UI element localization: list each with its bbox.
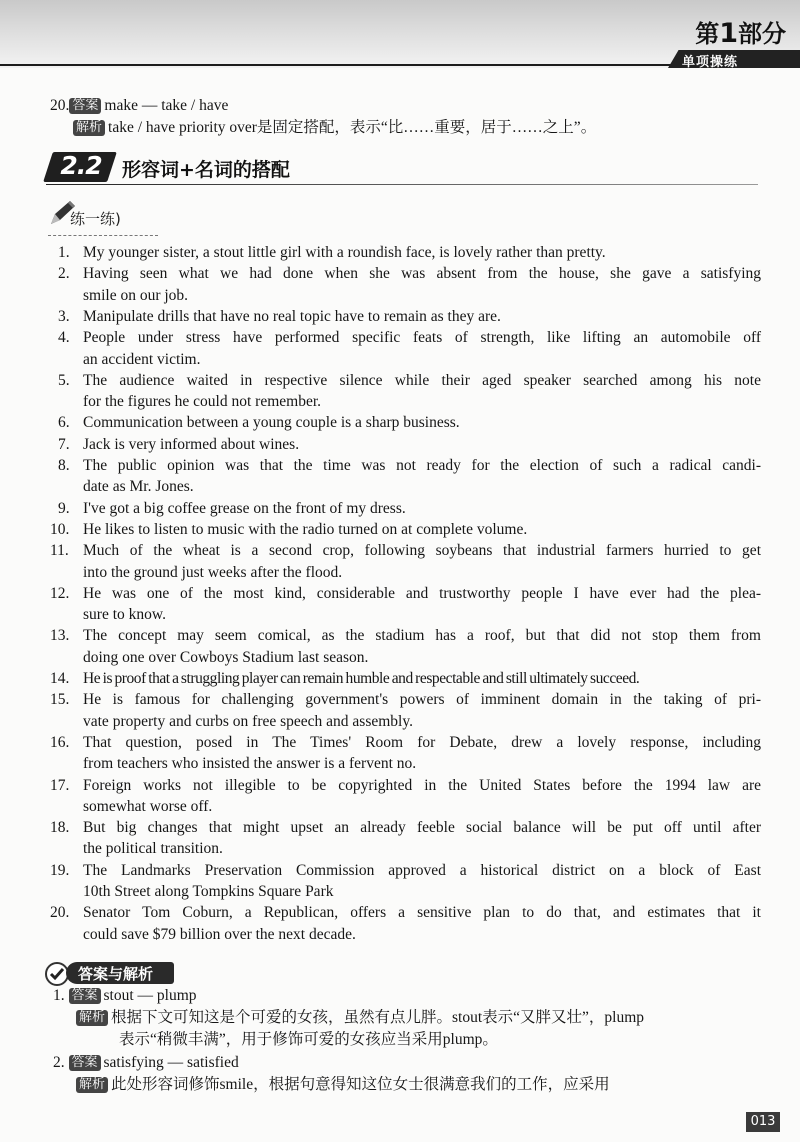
answer-text: satisfying — satisfied [103, 1054, 239, 1071]
item-text-line: Much of the wheat is a second crop, following soybeans that industrial farmers hurried to get [83, 542, 761, 560]
item-text-line: But big changes that might upset an already feeble social balance will be put off until after [83, 819, 761, 837]
item-number: 11. [50, 542, 69, 560]
page-number: 013 [746, 1112, 780, 1132]
item-text-line: 10th Street along Tompkins Square Park [83, 883, 334, 900]
item-text-line: Having seen what we had done when she was absent from the house, she gave a satisfying [83, 265, 761, 283]
item-number: 1. [58, 244, 70, 261]
item-text-line: The audience waited in respective silence while their aged speaker searched among his note [83, 371, 761, 389]
analysis-line [76, 1007, 644, 1028]
item-text-line: could save $79 billion over the next decade. [83, 925, 356, 943]
part-title: 第1部分 [695, 18, 786, 49]
item-text-line: I've got a big coffee grease on the front of my dress. [83, 499, 406, 517]
item-number: 18. [50, 819, 70, 837]
prev-answer-line [50, 95, 228, 116]
header-tab-label: 单项操练 [681, 55, 738, 70]
item-number: 2. [58, 265, 70, 283]
item-number: 19. [50, 861, 70, 879]
answer-tag: 答案 [69, 988, 101, 1004]
item-number: 4. [58, 329, 70, 347]
item-text-line: The public opinion was that the time was not ready for the election of such a radical candi- [83, 457, 761, 474]
answers-heading: 答案与解析 [78, 965, 154, 983]
item-text-line: for the figures he could not remember. [83, 393, 322, 411]
item-number: 10. [50, 520, 70, 538]
analysis-line [76, 1074, 610, 1095]
answer-line [53, 985, 197, 1006]
item-text-line: into the ground just weeks after the flood. [83, 563, 343, 581]
section-number: 2.2 [60, 151, 102, 180]
item-text-line: Senator Tom Coburn, a Republican, offers a sensitive plan to do that, and estimates that it [83, 904, 761, 922]
item-text-line: That question, posed in The Times' Room for Debate, drew a lovely response, including [83, 733, 761, 751]
item-number: 20. [50, 904, 70, 922]
item-text-line: Foreign works not illegible to be copyrighted in the United States before the 1994 law are [83, 776, 761, 794]
item-number: 13. [50, 627, 70, 645]
item-text-line: smile on our job. [83, 286, 189, 304]
item-text-line: The concept may seem comical, as the stadium has a roof, but that did not stop them from [83, 627, 761, 645]
item-text-line: the political transition. [83, 840, 223, 858]
answer-text: stout — plump [103, 987, 197, 1004]
answer-tag: 答案 [69, 98, 101, 114]
item-number: 3. [58, 307, 70, 325]
practice-underline [48, 235, 158, 236]
answer-number: 2. [53, 1054, 65, 1071]
item-text-line: from teachers who insisted the answer is a fervent no. [83, 755, 417, 773]
item-text-line: People under stress have performed specific feats of strength, like lifting an automobile off [83, 329, 761, 347]
analysis-tag: 解析 [73, 120, 105, 136]
item-number: 14. [50, 670, 70, 687]
item-number: 5. [58, 371, 70, 389]
item-text-line: somewhat worse off. [83, 797, 213, 815]
item-number: 7. [58, 435, 70, 453]
item-text-line: The Landmarks Preservation Commission approved a historical district on a block of East [83, 861, 761, 879]
analysis-text: 表示“稍微丰满”，用于修饰可爱的女孩应当采用plump。 [119, 1031, 498, 1048]
answer-tag: 答案 [69, 1055, 101, 1071]
item-text-line: doing one over Cowboys Stadium last season. [83, 648, 369, 666]
item-text-line: an accident victim. [83, 350, 201, 368]
prev-analysis-line [73, 117, 596, 138]
analysis-text: 此处形容词修饰smile，根据句意得知这位女士很满意我们的工作，应采用 [111, 1076, 610, 1093]
item-number: 12. [50, 584, 70, 602]
item-text-line: date as Mr. Jones. [83, 478, 194, 496]
item-number: 8. [58, 457, 70, 474]
item-text-line: Communication between a young couple is a sharp business. [83, 414, 460, 432]
section-title: 形容词+名词的搭配 [122, 159, 290, 181]
prev-answer-text: make — take / have [104, 97, 229, 114]
analysis-text: 根据下文可知这是个可爱的女孩，虽然有点儿胖。stout表示“又胖又壮”，plump [111, 1009, 645, 1026]
item-text-line: sure to know. [83, 606, 166, 624]
practice-label: 练一练) [70, 210, 121, 228]
item-number: 6. [58, 414, 70, 432]
answer-number: 1. [53, 987, 65, 1004]
prev-answer-number: 20. [50, 97, 70, 114]
item-number: 17. [50, 776, 70, 794]
item-number: 16. [50, 733, 70, 751]
item-text-line: vate property and curbs on free speech and assembly. [83, 712, 413, 730]
analysis-tag: 解析 [76, 1010, 108, 1026]
item-number: 9. [58, 499, 70, 517]
item-text-line: My younger sister, a stout little girl with a roundish face, is lovely rather than pretty. [83, 244, 606, 261]
answer-line [53, 1052, 239, 1073]
section-underline [46, 184, 758, 185]
prev-analysis-text: take / have priority over是固定搭配，表示“比……重要，居于……之上”。 [108, 119, 597, 136]
analysis-tag: 解析 [76, 1077, 108, 1093]
item-text-line: He is famous for challenging government's powers of imminent domain in the taking of pri- [83, 691, 761, 709]
item-text-line: Manipulate drills that have no real topic have to remain as they are. [83, 307, 501, 325]
analysis-line [119, 1029, 498, 1050]
practice-label-bracket: ) [115, 210, 121, 228]
item-number: 15. [50, 691, 70, 709]
item-text-line: He likes to listen to music with the radio turned on at complete volume. [83, 520, 528, 538]
item-text-line: He is proof that a struggling player can remain humble and respectable and still ultimately succeed. [83, 670, 640, 687]
item-text-line: Jack is very informed about wines. [83, 435, 300, 453]
item-text-line: He was one of the most kind, considerable and trustworthy people I have ever had the plea- [83, 584, 761, 602]
